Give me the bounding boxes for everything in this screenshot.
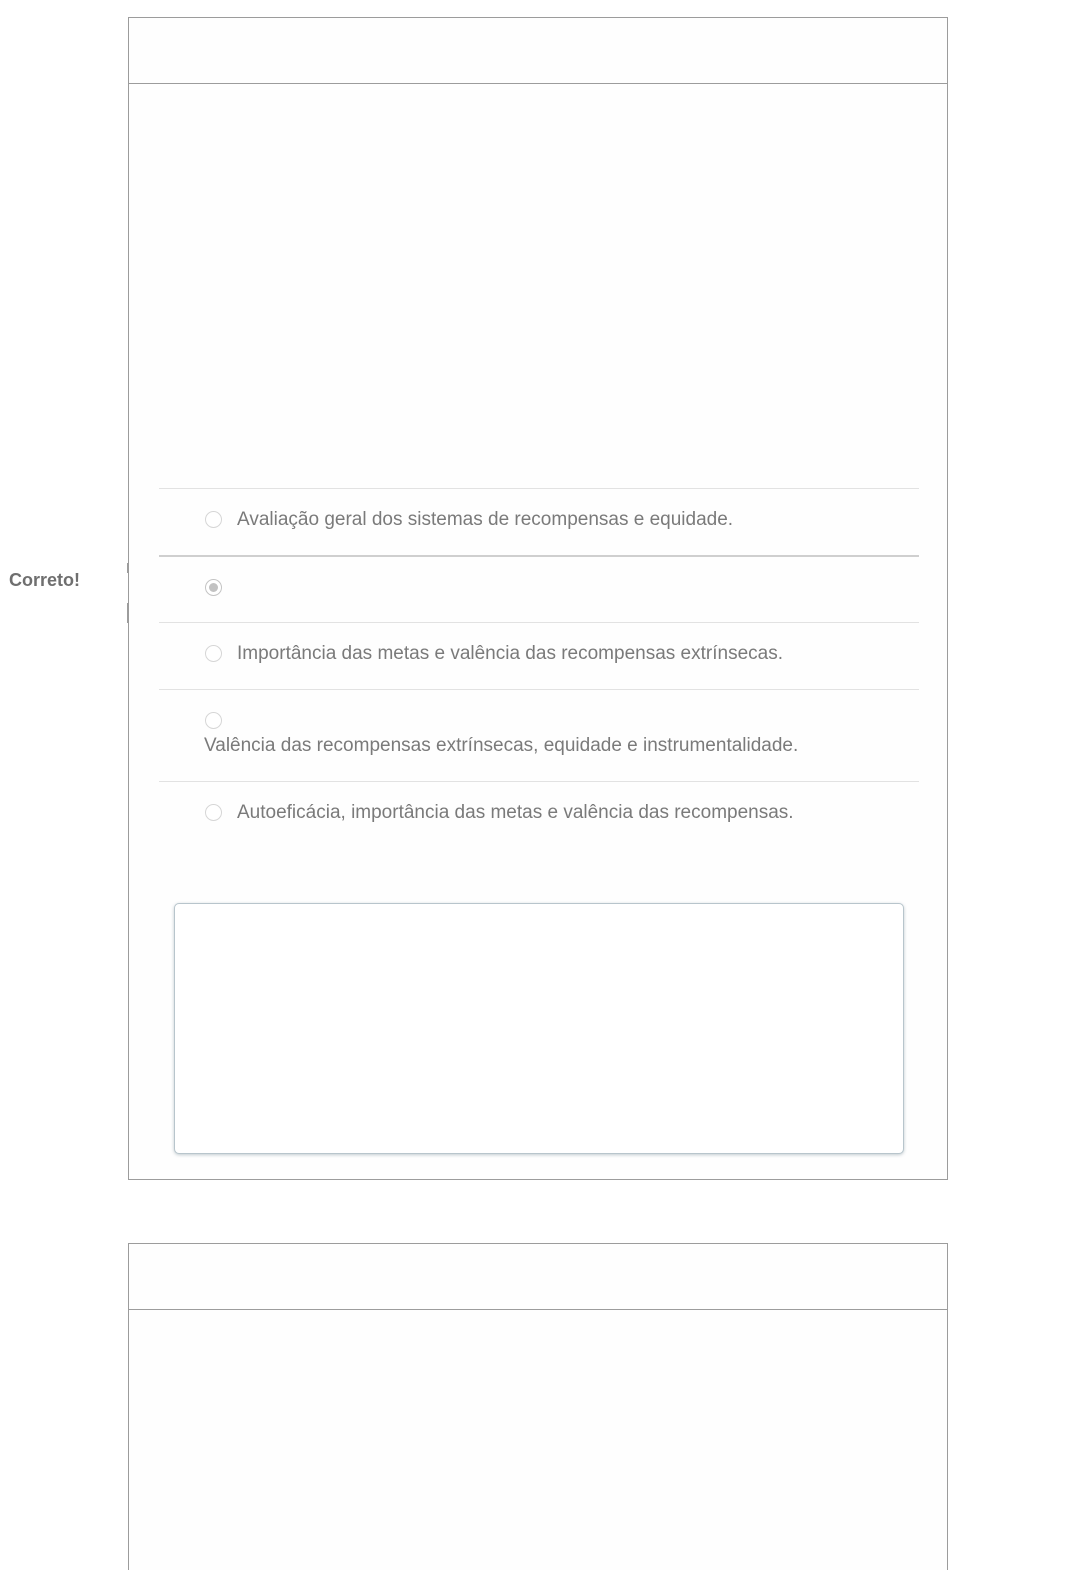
answer-text: Valência das recompensas extrínsecas, equidade e instrumentalidade. bbox=[204, 735, 799, 756]
answer-option[interactable] bbox=[159, 781, 919, 841]
answer-text: Importância das metas e valência das recompensas extrínsecas. bbox=[237, 643, 783, 664]
correct-marker-line bbox=[127, 603, 129, 623]
answer-text: Avaliação geral dos sistemas de recompensas e equidade. bbox=[237, 509, 734, 530]
question-card-1 bbox=[128, 17, 948, 1180]
correct-answer-label: Correto! bbox=[9, 570, 80, 590]
radio-button[interactable] bbox=[205, 712, 222, 729]
answer-option[interactable] bbox=[159, 689, 919, 781]
radio-button[interactable] bbox=[205, 645, 222, 662]
radio-button-selected[interactable] bbox=[205, 579, 222, 596]
question-header bbox=[129, 1244, 947, 1310]
answer-option[interactable] bbox=[159, 622, 919, 689]
answer-list bbox=[159, 488, 919, 841]
radio-button[interactable] bbox=[205, 511, 222, 528]
comment-box[interactable] bbox=[174, 903, 904, 1154]
correct-marker-line bbox=[127, 563, 129, 573]
answer-option[interactable] bbox=[159, 488, 919, 555]
answer-text: Autoeficácia, importância das metas e valência das recompensas. bbox=[237, 802, 794, 823]
radio-button[interactable] bbox=[205, 804, 222, 821]
question-header bbox=[129, 18, 947, 84]
answer-option-correct[interactable] bbox=[159, 555, 919, 622]
question-card-2 bbox=[128, 1243, 948, 1570]
